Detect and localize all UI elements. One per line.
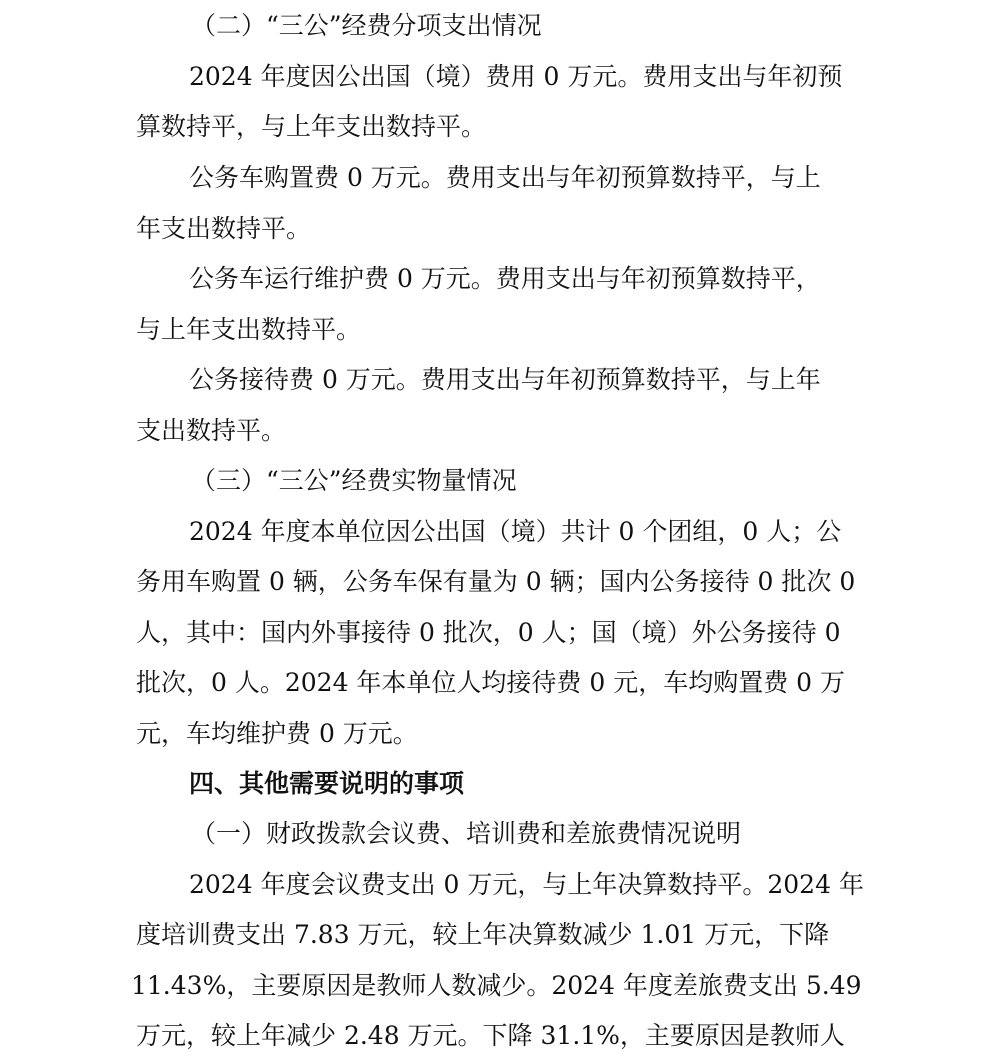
paragraph-line: 公务车购置费 0 万元。费用支出与年初预算数持平，与上 [189,163,821,192]
paragraph-line: 算数持平，与上年支出数持平。 [136,112,487,141]
paragraph-line: 万元，较上年减少 2.48 万元。下降 31.1%，主要原因是教师人 [136,1021,845,1050]
paragraph-line: 批次，0 人。2024 年本单位人均接待费 0 元，车均购置费 0 万 [136,668,846,697]
subsection-heading: （一）财政拨款会议费、培训费和差旅费情况说明 [191,819,742,848]
paragraph-line: 年支出数持平。 [136,214,312,243]
paragraph-line: 2024 年度会议费支出 0 万元，与上年决算数持平。2024 年 [189,870,864,899]
paragraph-line: 2024 年度因公出国（境）费用 0 万元。费用支出与年初预 [189,62,843,91]
section-heading-3: （三）“三公”经费实物量情况 [191,466,517,495]
paragraph-line: 公务接待费 0 万元。费用支出与年初预算数持平，与上年 [189,365,821,394]
paragraph-line: 人，其中：国内外事接待 0 批次，0 人；国（境）外公务接待 0 [136,618,841,647]
paragraph-line: 元，车均维护费 0 万元。 [136,719,418,748]
section-heading-2: （二）“三公”经费分项支出情况 [191,11,542,40]
paragraph-line: 公务车运行维护费 0 万元。费用支出与年初预算数持平， [189,264,821,293]
paragraph-line: 2024 年度本单位因公出国（境）共计 0 个团组，0 人；公 [189,517,842,546]
paragraph-line: 务用车购置 0 辆，公务车保有量为 0 辆；国内公务接待 0 批次 0 [136,567,856,596]
section-heading-4: 四、其他需要说明的事项 [189,769,465,798]
paragraph-line: 与上年支出数持平。 [136,315,362,344]
paragraph-line: 11.43%，主要原因是教师人数减少。2024 年度差旅费支出 5.49 [131,971,862,1000]
paragraph-line: 支出数持平。 [136,416,287,445]
paragraph-line: 度培训费支出 7.83 万元，较上年决算数减少 1.01 万元，下降 [136,920,830,949]
